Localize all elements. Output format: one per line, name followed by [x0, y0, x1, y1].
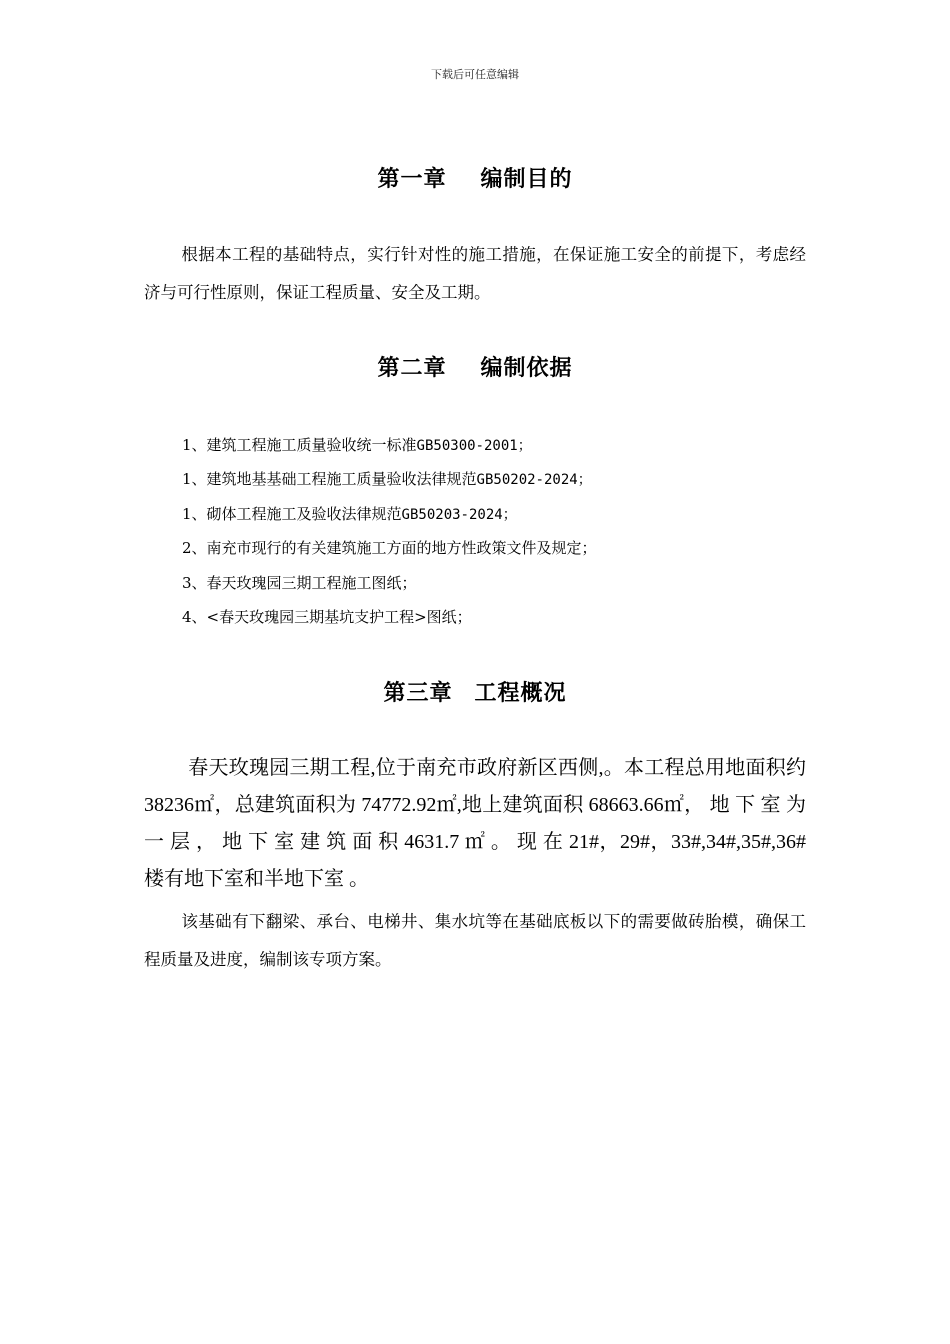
header-note: 下载后可任意编辑: [431, 68, 519, 81]
chapter3-number: 第三章: [383, 681, 453, 706]
chapter1-number: 第一章: [377, 167, 447, 192]
chapter1-title: 编制目的: [480, 167, 573, 192]
chapter3-paragraph-1-text: 春天玫瑰园三期工程,位于南充市政府新区西侧,。本工程总用地面积约 38236㎡，总建筑面积为 74772.92㎡,地上建筑面积 68663.66㎡， 地 下 室 为 一 层 ， 地 下 室 建 筑 面 积 4631.7 ㎡ 。 现 在 21#，29#，33#,34#,35#,36#楼有地下室和半地下室 。: [144, 757, 806, 890]
list-item: 1、建筑工程施工质量验收统一标准GB50300-2001；: [182, 436, 532, 454]
chapter3-title: 工程概况: [474, 681, 567, 706]
chapter3-paragraph-2: [144, 903, 806, 979]
list-item: 1、砌体工程施工及验收法律规范GB50203-2024；: [182, 504, 517, 523]
chapter2-number: 第二章: [377, 356, 447, 381]
basis-list: [182, 428, 802, 634]
list-item: 3、春天玫瑰园三期工程施工图纸；: [182, 573, 417, 592]
list-item: 1、建筑地基基础工程施工质量验收法律规范GB50202-2024；: [182, 470, 592, 489]
chapter3-paragraph-2-text: 该基础有下翻梁、承台、电梯井、集水坑等在基础底板以下的需要做砖胎模，确保工程质量及进度，编制该专项方案。: [144, 912, 806, 969]
chapter1-paragraph-text: 根据本工程的基础特点，实行针对性的施工措施，在保证施工安全的前提下，考虑经济与可行性原则，保证工程质量、安全及工期。: [144, 245, 806, 302]
list-item: 2、南充市现行的有关建筑施工方面的地方性政策文件及规定；: [182, 539, 597, 558]
chapter2-title: 编制依据: [480, 356, 573, 381]
chapter3-paragraph-1: [144, 750, 806, 898]
chapter1-paragraph: [144, 236, 806, 312]
list-item: 4、<春天玫瑰园三期基坑支护工程>图纸；: [182, 607, 472, 626]
chapter1-heading: [0, 162, 950, 193]
chapter2-heading: [0, 351, 950, 382]
chapter3-heading: [0, 676, 950, 707]
